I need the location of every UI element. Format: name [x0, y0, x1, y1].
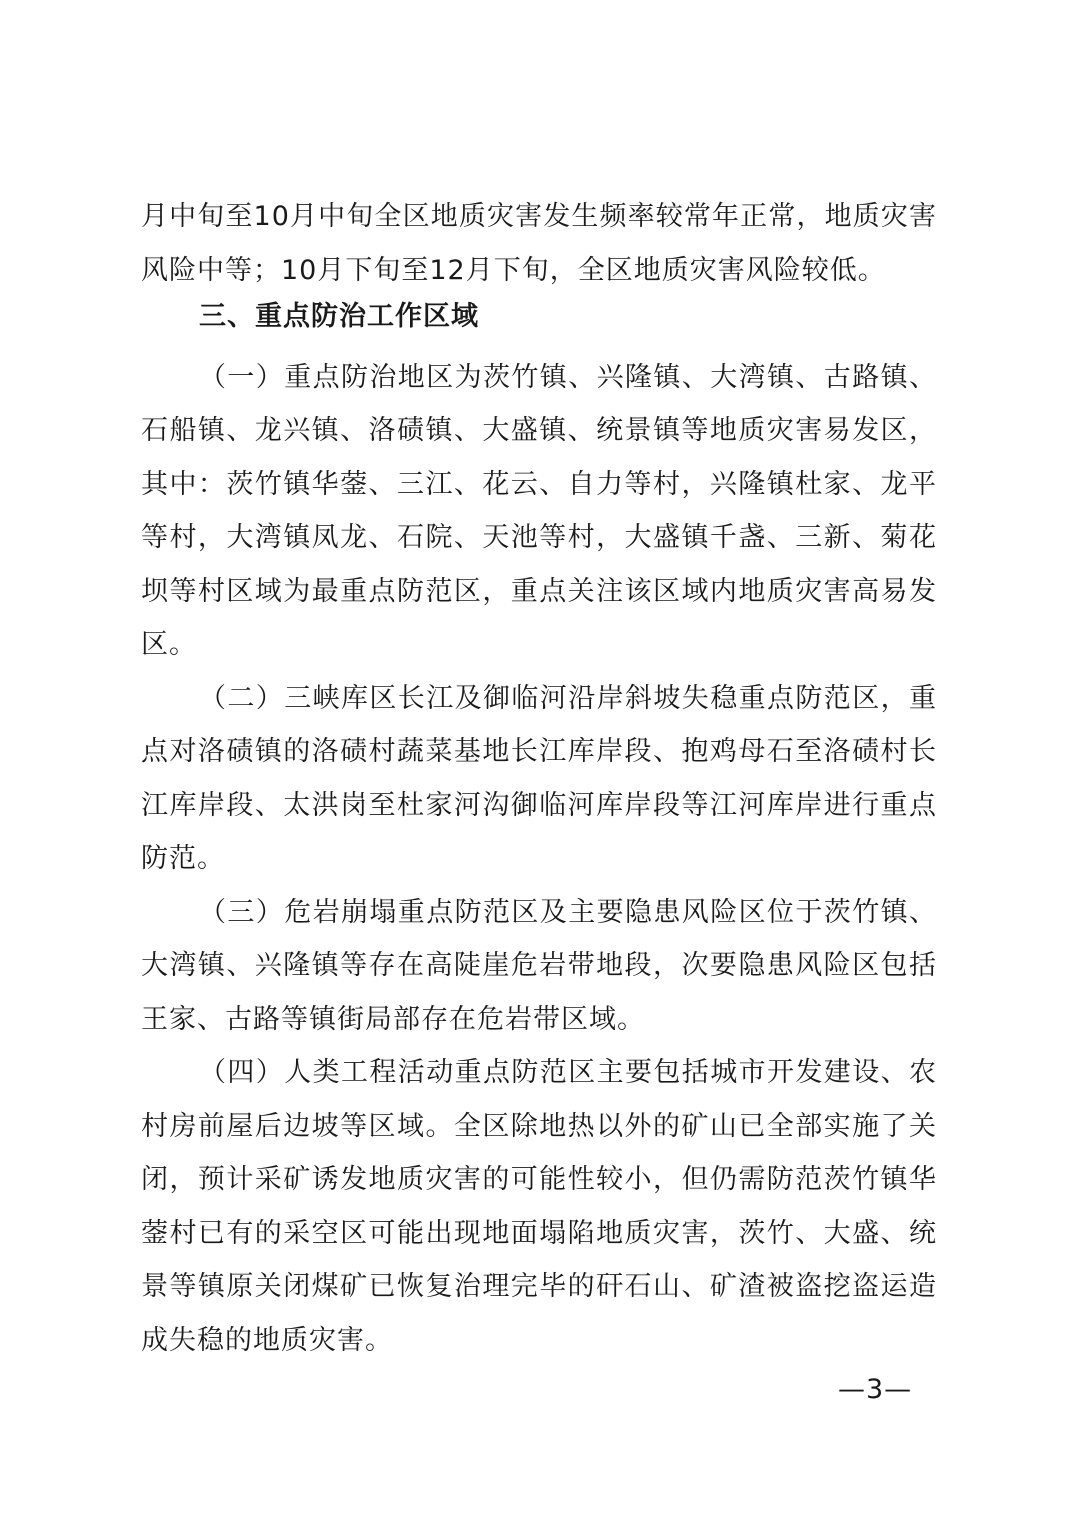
page-number: —3—: [838, 1374, 913, 1405]
paragraph-item-2: （二）三峡库区长江及御临河沿岸斜坡失稳重点防范区，重点对洛碛镇的洛碛村蔬菜基地长江库岸段、抱鸡母石至洛碛村长江库岸段、太洪岗至杜家河沟御临河库岸段等江河库岸进行重点防范。: [141, 682, 937, 874]
paragraph-item-4: （四）人类工程活动重点防范区主要包括城市开发建设、农村房前屋后边坡等区域。全区除地热以外的矿山已全部实施了关闭，预计采矿诱发地质灾害的可能性较小，但仍需防范茨竹镇华蓥村已有的采空区可能出现地面塌陷地质灾害，茨竹、大盛、统景等镇原关闭煤矿已恢复治理完毕的矸石山、矿渣被盗挖盗运造成失稳的地质灾害。: [141, 1057, 937, 1356]
paragraph-item-1: （一）重点防治地区为茨竹镇、兴隆镇、大湾镇、古路镇、石船镇、龙兴镇、洛碛镇、大盛镇、统景镇等地质灾害易发区，其中：茨竹镇华蓥、三江、花云、自力等村，兴隆镇杜家、龙平等村，大湾镇凤龙、石院、天池等村，大盛镇千盏、三新、菊花坝等村区域为最重点防范区，重点关注该区域内地质灾害高易发区。: [141, 361, 937, 660]
document-body: [141, 190, 937, 1367]
paragraph-item-3: （三）危岩崩塌重点防范区及主要隐患风险区位于茨竹镇、大湾镇、兴隆镇等存在高陡崖危岩带地段，次要隐患风险区包括王家、古路等镇街局部存在危岩带区域。: [141, 896, 937, 1035]
paragraph-risk-period: 月中旬至10月中旬全区地质灾害发生频率较常年正常，地质灾害风险中等；10月下旬至12月下旬，全区地质灾害风险较低。: [141, 201, 937, 286]
section-heading: 三、重点防治工作区域: [199, 301, 479, 332]
